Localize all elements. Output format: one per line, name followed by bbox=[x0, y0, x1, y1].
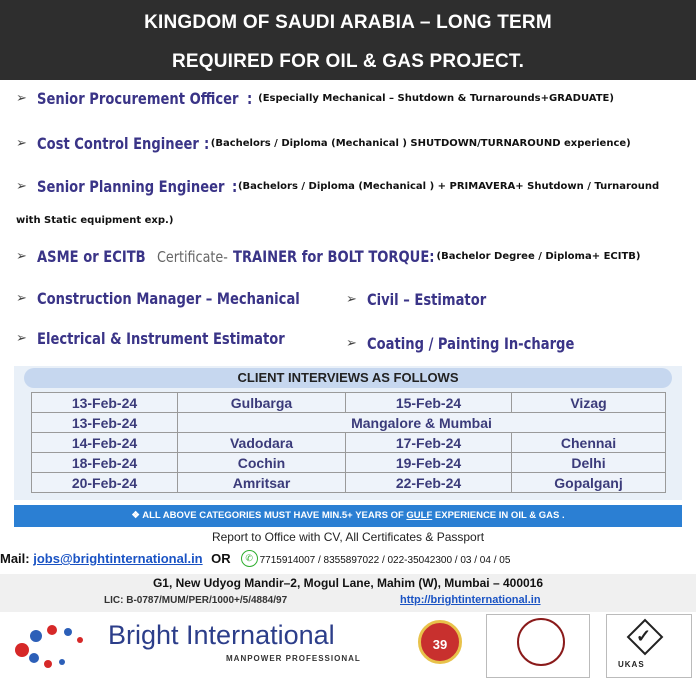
job-item-procurement bbox=[16, 88, 614, 108]
arrow-bullet-icon: ➢ bbox=[346, 292, 357, 307]
job-title-part-c: TRAINER for BOLT TORQUE: bbox=[232, 247, 435, 266]
job-item-planning bbox=[16, 176, 659, 196]
interview-city: Chennai bbox=[512, 433, 666, 453]
job-title: Construction Manager – Mechanical bbox=[36, 289, 300, 308]
table-row bbox=[32, 433, 666, 453]
report-instruction: Report to Office with CV, All Certificates & Passport bbox=[211, 530, 485, 544]
job-title-part-b: Certificate- bbox=[157, 247, 229, 266]
brand-name: Bright International bbox=[108, 620, 335, 650]
ukas-check-icon: ✓ bbox=[636, 626, 652, 646]
job-title: Senior Procurement Officer bbox=[36, 89, 239, 108]
office-address: G1, New Udyog Mandir–2, Mogul Lane, Mahim (W), Mumbai – 400016 bbox=[152, 576, 544, 590]
header-title-line1: KINGDOM OF SAUDI ARABIA – LONG TERM bbox=[144, 12, 552, 33]
note-text-end: EXPERIENCE IN OIL & GAS . bbox=[432, 510, 565, 521]
header-banner bbox=[0, 0, 696, 80]
interview-city: Gopalganj bbox=[512, 473, 666, 493]
job-detail: (Bachelor Degree / Diploma+ ECITB) bbox=[436, 251, 641, 262]
ukas-label: UKAS bbox=[618, 660, 645, 669]
email-link[interactable]: jobs@brightinternational.in bbox=[33, 551, 203, 566]
website-link[interactable]: http://brightinternational.in bbox=[400, 594, 541, 606]
interview-city: Vizag bbox=[512, 393, 666, 413]
table-row bbox=[32, 453, 666, 473]
job-title-colon: : bbox=[204, 134, 210, 153]
table-row bbox=[32, 473, 666, 493]
job-title: Electrical & Instrument Estimator bbox=[36, 329, 285, 348]
job-item-cost-control bbox=[16, 133, 631, 153]
mail-label: Mail: bbox=[0, 551, 34, 566]
interview-city: Amritsar bbox=[178, 473, 346, 493]
interview-date: 18-Feb-24 bbox=[32, 453, 178, 473]
job-title: Cost Control Engineer bbox=[36, 134, 199, 153]
job-item-electrical bbox=[16, 328, 339, 348]
job-title: Coating / Painting In-charge bbox=[366, 334, 575, 353]
job-detail: (Bachelors / Diploma (Mechanical ) SHUTDOWN/TURNAROUND experience) bbox=[210, 138, 631, 149]
job-detail: (Especially Mechanical – Shutdown & Turnarounds+GRADUATE) bbox=[258, 93, 614, 104]
interview-date: 13-Feb-24 bbox=[32, 393, 178, 413]
interview-city: Gulbarga bbox=[178, 393, 346, 413]
or-label: OR bbox=[211, 551, 231, 566]
job-title: Senior Planning Engineer bbox=[36, 177, 225, 196]
arrow-bullet-icon: ➢ bbox=[16, 91, 27, 106]
header-title-line2: REQUIRED FOR OIL & GAS PROJECT. bbox=[171, 51, 525, 72]
arrow-bullet-icon: ➢ bbox=[16, 179, 27, 194]
interview-date: 13-Feb-24 bbox=[32, 413, 178, 433]
accreditation-seal-icon bbox=[517, 618, 565, 666]
job-title: Civil – Estimator bbox=[366, 290, 487, 309]
interview-date: 15-Feb-24 bbox=[346, 393, 512, 413]
job-title-colon: : bbox=[246, 89, 252, 108]
table-row bbox=[32, 393, 666, 413]
interview-heading: CLIENT INTERVIEWS AS FOLLOWS bbox=[24, 368, 672, 388]
arrow-bullet-icon: ➢ bbox=[16, 291, 27, 306]
interview-date: 14-Feb-24 bbox=[32, 433, 178, 453]
interview-date: 17-Feb-24 bbox=[346, 433, 512, 453]
job-detail: (Bachelors / Diploma (Mechanical ) + PRIMAVERA+ Shutdown / Turnaround bbox=[237, 181, 660, 192]
interview-date: 22-Feb-24 bbox=[346, 473, 512, 493]
job-title-part-a: ASME or ECITB bbox=[36, 247, 146, 266]
anniversary-badge: 39 bbox=[418, 620, 462, 664]
arrow-bullet-icon: ➢ bbox=[16, 331, 27, 346]
interview-table bbox=[31, 392, 666, 493]
footer-logos bbox=[0, 612, 696, 679]
license-number: LIC: B-0787/MUM/PER/1000+/5/4884/97 bbox=[104, 595, 288, 606]
job-detail-continued bbox=[16, 210, 173, 229]
table-row bbox=[32, 413, 666, 433]
interview-city: Cochin bbox=[178, 453, 346, 473]
job-item-coating bbox=[346, 333, 620, 353]
arrow-bullet-icon: ➢ bbox=[346, 336, 357, 351]
phone-numbers: 7715914007 / 8355897022 / 022-35042300 / 03 / 04 / 05 bbox=[259, 555, 511, 566]
brand-tagline: MANPOWER PROFESSIONAL bbox=[226, 654, 361, 663]
interview-city: Mangalore & Mumbai bbox=[178, 413, 666, 433]
arrow-bullet-icon: ➢ bbox=[16, 136, 27, 151]
interview-city: Delhi bbox=[512, 453, 666, 473]
job-item-construction bbox=[16, 288, 357, 308]
job-item-trainer bbox=[16, 246, 640, 266]
note-text: ❖ ALL ABOVE CATEGORIES MUST HAVE MIN.5+ YEARS OF bbox=[131, 510, 407, 521]
interview-date: 20-Feb-24 bbox=[32, 473, 178, 493]
job-title-colon: : bbox=[231, 177, 237, 196]
contact-line bbox=[0, 550, 696, 572]
interview-city: Vadodara bbox=[178, 433, 346, 453]
company-logo-icon bbox=[12, 620, 102, 672]
arrow-bullet-icon: ➢ bbox=[16, 249, 27, 264]
whatsapp-icon: ✆ bbox=[241, 550, 258, 567]
experience-note-bar bbox=[14, 505, 682, 527]
interview-schedule bbox=[14, 366, 682, 500]
job-detail-line2: with Static equipment exp.) bbox=[16, 215, 174, 226]
interview-date: 19-Feb-24 bbox=[346, 453, 512, 473]
note-gulf: GULF bbox=[406, 510, 433, 521]
job-item-civil bbox=[346, 289, 512, 309]
